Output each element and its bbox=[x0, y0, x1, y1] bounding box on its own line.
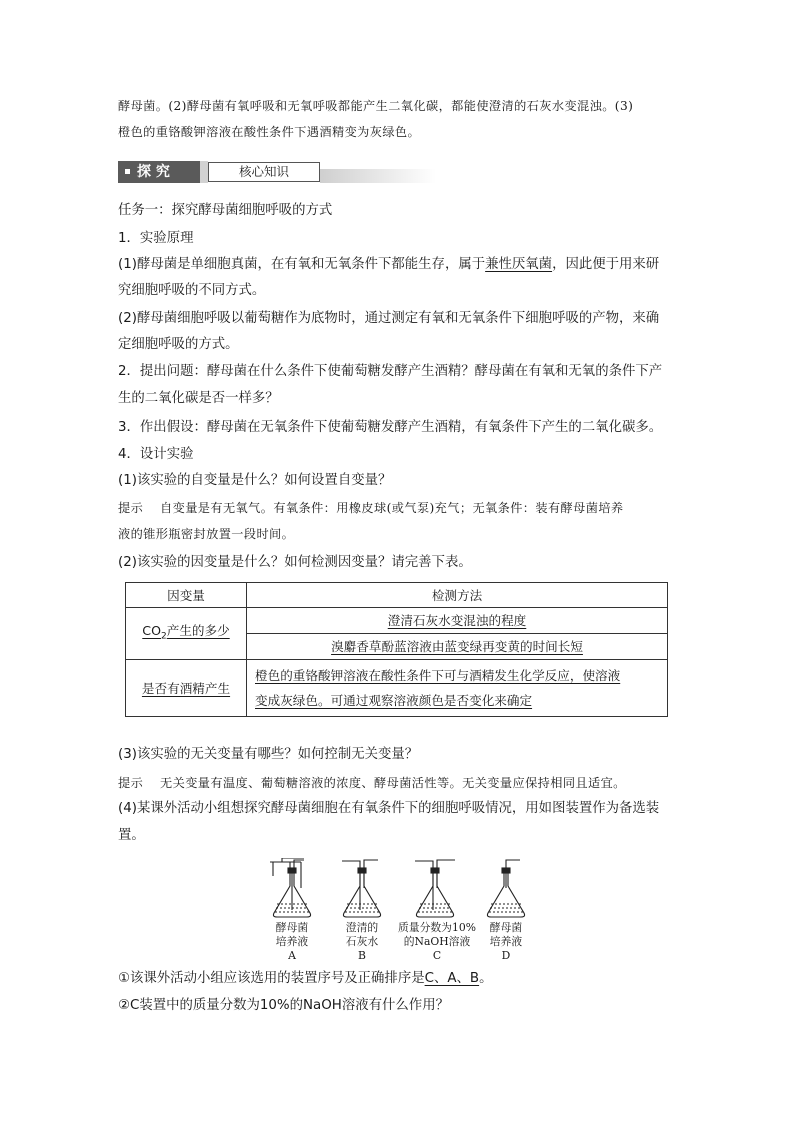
apparatus-figure bbox=[268, 858, 538, 964]
q3: (3)该实验的无关变量有哪些？如何控制无关变量？ bbox=[118, 747, 419, 762]
task-title: 任务一：探究酵母菌细胞呼吸的方式 bbox=[118, 203, 333, 218]
flask-c bbox=[415, 860, 455, 917]
banner-fade bbox=[320, 169, 436, 183]
dependent-variable-table bbox=[125, 582, 668, 717]
apparatus-drawing bbox=[268, 858, 538, 920]
s4-heading: 4．设计实验 bbox=[118, 447, 194, 462]
q4-line1: (4)某课外活动小组想探究酵母菌细胞在有氧条件下的细胞呼吸情况，用如图装置作为备选装 bbox=[118, 801, 660, 816]
s1-p1-line1: (1)酵母菌是单细胞真菌，在有氧和无氧条件下都能生存，属于兼性厌氧菌，因此便于用来研 bbox=[118, 257, 660, 272]
answer-1: ①该课外活动小组应该选用的装置序号及正确排序是C、A、B。 bbox=[118, 971, 493, 986]
s2-line2: 生的二氧化碳是否一样多？ bbox=[118, 391, 279, 406]
flask-b bbox=[342, 860, 381, 917]
hint1-line2: 液的锥形瓶密封放置一段时间。 bbox=[118, 527, 295, 541]
hint3: 提示 无关变量有温度、葡萄糖溶液的浓度、酵母菌活性等。无关变量应保持相同且适宜。 bbox=[118, 776, 626, 790]
table-row2-method: 橙色的重铬酸钾溶液在酸性条件下可与酒精发生化学反应，使溶液 变成灰绿色。可通过观察溶液颜色是否变化来确定 bbox=[247, 660, 668, 717]
table-row2-label: 是否有酒精产生 bbox=[126, 660, 247, 717]
table-row1-label: $CO_2$产生的多少 bbox=[126, 608, 247, 660]
banner-sub: 核心知识 bbox=[208, 162, 320, 182]
flask-c-label: 质量分数为10% 的NaOH溶液 C bbox=[398, 921, 476, 962]
intro-line-2: 橙色的重铬酸钾溶液在酸性条件下遇酒精变为灰绿色。 bbox=[118, 125, 421, 139]
s3-line: 3．作出假设：酵母菌在无氧条件下使葡萄糖发酵产生酒精，有氧条件下产生的二氧化碳多。 bbox=[118, 420, 663, 435]
intro-line-1: 酵母菌。(2)酵母菌有氧呼吸和无氧呼吸都能产生二氧化碳，都能使澄清的石灰水变混浊。(3) bbox=[118, 99, 634, 113]
s1-heading: 1．实验原理 bbox=[118, 231, 194, 246]
square-icon bbox=[125, 169, 130, 174]
q1: (1)该实验的自变量是什么？如何设置自变量？ bbox=[118, 473, 392, 488]
flask-a-label: 酵母菌 培养液 A bbox=[275, 921, 309, 962]
table-row1-method1: 澄清石灰水变混浊的程度 bbox=[247, 608, 668, 634]
hint1-line1: 提示 自变量是有无氧气。有氧条件：用橡皮球(或气泵)充气；无氧条件：装有酵母菌培养 bbox=[118, 501, 624, 515]
flask-d-label: 酵母菌 培养液 D bbox=[489, 921, 523, 962]
banner-main: 探 究 bbox=[118, 161, 200, 183]
q4-line2: 置。 bbox=[118, 828, 145, 843]
answer-underlined: C、A、B bbox=[424, 971, 480, 986]
table-header-variable: 因变量 bbox=[126, 583, 247, 608]
s2-line1: 2．提出问题：酵母菌在什么条件下使葡萄糖发酵产生酒精？酵母菌在有氧和无氧的条件下产 bbox=[118, 364, 663, 379]
table-header-method: 检测方法 bbox=[247, 583, 668, 608]
flask-b-label: 澄清的 石灰水 B bbox=[345, 921, 379, 962]
question-2: ②C装置中的质量分数为10%的NaOH溶液有什么作用？ bbox=[118, 998, 449, 1013]
s1-p2-line1: (2)酵母菌细胞呼吸以葡萄糖作为底物时，通过测定有氧和无氧条件下细胞呼吸的产物，来确 bbox=[118, 311, 660, 326]
flask-a bbox=[270, 858, 311, 917]
answer-underlined: 兼性厌氧菌 bbox=[485, 257, 553, 272]
q2: (2)该实验的因变量是什么？如何检测因变量？请完善下表。 bbox=[118, 555, 472, 570]
section-banner bbox=[118, 161, 436, 183]
s1-p2-line2: 定细胞呼吸的方式。 bbox=[118, 337, 239, 352]
s1-p1-line2: 究细胞呼吸的不同方式。 bbox=[118, 283, 266, 298]
table-row1-method2: 溴麝香草酚蓝溶液由蓝变绿再变黄的时间长短 bbox=[247, 634, 668, 660]
flask-d bbox=[487, 860, 524, 917]
banner-divider bbox=[200, 161, 208, 183]
